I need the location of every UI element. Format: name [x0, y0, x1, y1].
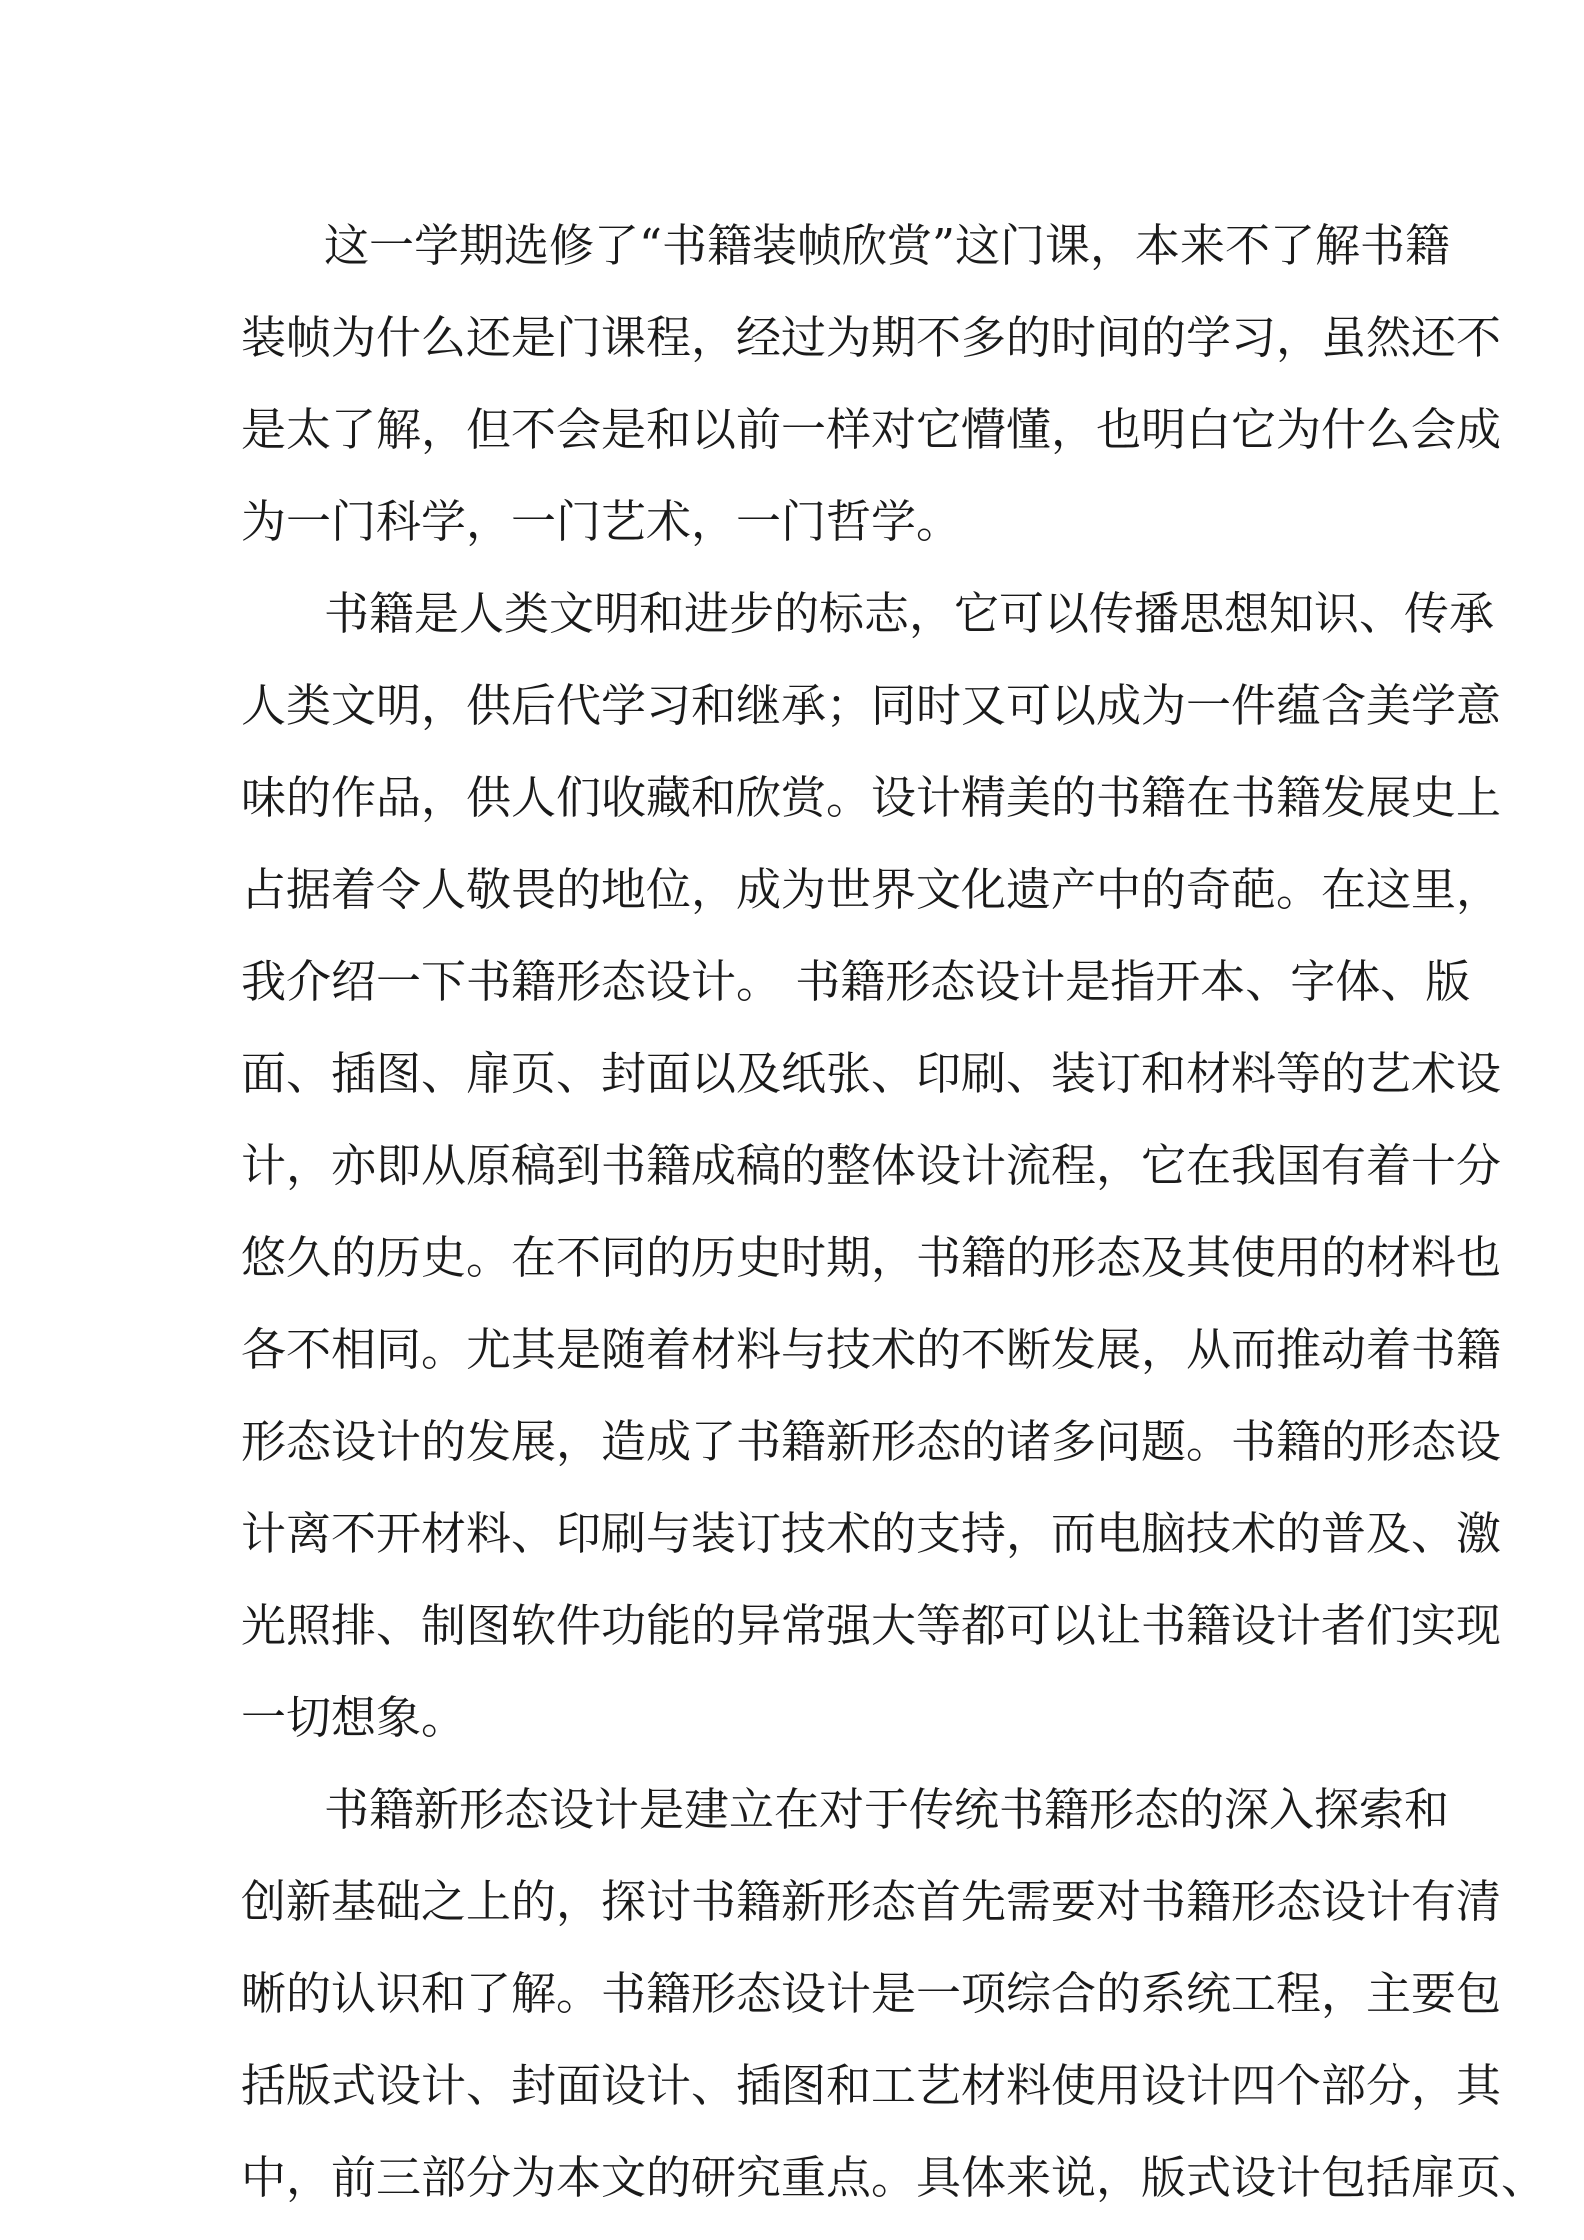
- text-line: 晰的认识和了解。书籍形态设计是一项综合的系统工程，主要包: [241, 1967, 1502, 2020]
- text-line: 装帧为什么还是门课程，经过为期不多的时间的学习，虽然还不: [241, 311, 1502, 364]
- text-line: 占据着令人敬畏的地位，成为世界文化遗产中的奇葩。在这里，: [241, 863, 1502, 916]
- text-line: 计，亦即从原稿到书籍成稿的整体设计流程，它在我国有着十分: [241, 1139, 1502, 1192]
- body-text: [241, 200, 1547, 2224]
- text-line: 书籍是人类文明和进步的标志，它可以传播思想知识、传承: [324, 587, 1495, 640]
- text-line: 面、插图、扉页、封面以及纸张、印刷、装订和材料等的艺术设: [241, 1047, 1502, 1100]
- text-line: 这一学期选修了“书籍装帧欣赏”这门课，本来不了解书籍: [324, 219, 1451, 272]
- paragraph-2: [241, 568, 1502, 1764]
- text-line: 形态设计的发展，造成了书籍新形态的诸多问题。书籍的形态设: [241, 1415, 1502, 1468]
- text-line: 计离不开材料、印刷与装订技术的支持，而电脑技术的普及、激: [241, 1507, 1502, 1560]
- text-line: 中，前三部分为本文的研究重点。具体来说，版式设计包括扉页、: [241, 2151, 1547, 2204]
- text-line: 是太了解，但不会是和以前一样对它懵懂，也明白它为什么会成: [241, 403, 1502, 456]
- text-line: 括版式设计、封面设计、插图和工艺材料使用设计四个部分，其: [241, 2059, 1502, 2112]
- text-line: 创新基础之上的，探讨书籍新形态首先需要对书籍形态设计有清: [241, 1875, 1502, 1928]
- paragraph-3: [241, 1764, 1547, 2224]
- text-line: 悠久的历史。在不同的历史时期，书籍的形态及其使用的材料也: [241, 1231, 1502, 1284]
- text-line: 书籍新形态设计是建立在对于传统书籍形态的深入探索和: [324, 1783, 1450, 1836]
- text-line: 光照排、制图软件功能的异常强大等都可以让书籍设计者们实现: [241, 1599, 1502, 1652]
- text-line: 味的作品，供人们收藏和欣赏。设计精美的书籍在书籍发展史上: [241, 771, 1502, 824]
- text-line: 各不相同。尤其是随着材料与技术的不断发展，从而推动着书籍: [241, 1323, 1502, 1376]
- text-line: 人类文明，供后代学习和继承；同时又可以成为一件蕴含美学意: [241, 679, 1502, 732]
- text-line: 一切想象。: [241, 1691, 467, 1744]
- paragraph-1: [241, 200, 1502, 568]
- text-line: 我介绍一下书籍形态设计。 书籍形态设计是指开本、字体、版: [241, 955, 1471, 1008]
- text-line: 为一门科学，一门艺术，一门哲学。: [241, 495, 962, 548]
